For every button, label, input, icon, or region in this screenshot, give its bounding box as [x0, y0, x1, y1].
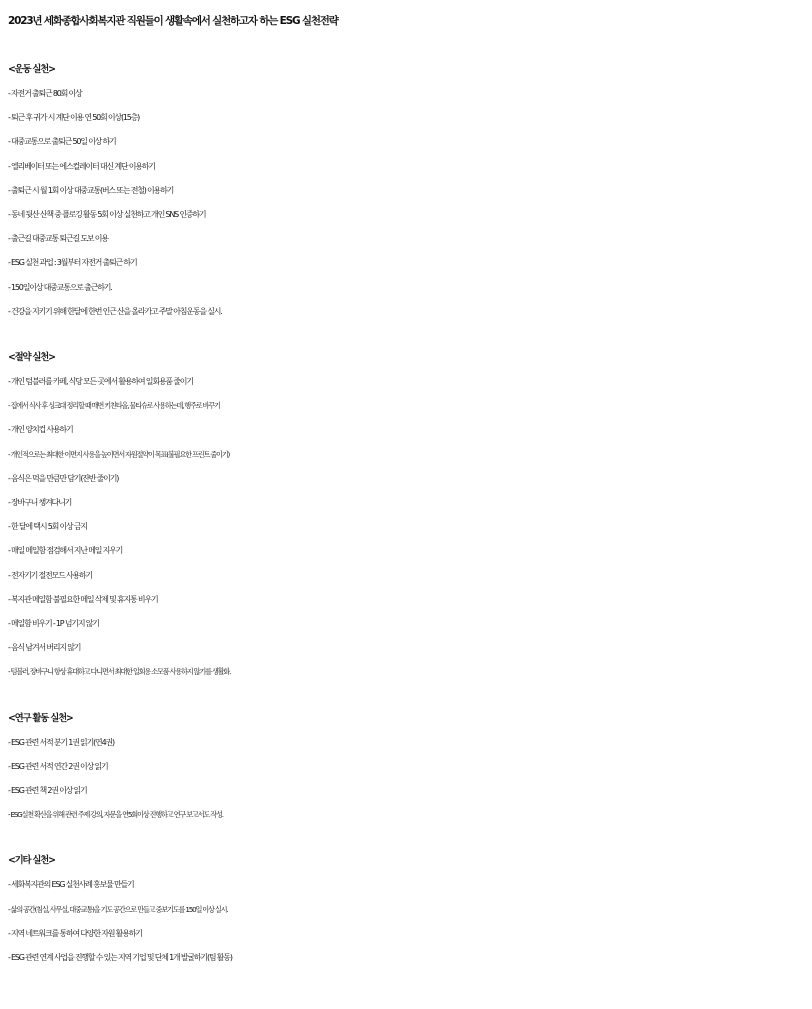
list-item: - ESG실천 확산을 위해 관련 주제 강의, 자문을 연5회이상 진행하고 연구 보고서도 작성. [8, 810, 223, 820]
list-item: - 한 달에 택시 5회 이상 금지 [8, 522, 87, 532]
list-item: - 개인적으로는 최대한 이면지 사용을 높이면서 자원절약이 목표(불필요한 프린트 줄이기) [8, 449, 230, 459]
list-item: - 대중교통으로 출퇴근 50일 이상 하기 [8, 137, 116, 147]
list-item: - 텀블러, 장바구니 항상 휴대하고 다니면서 최대한 일회용 소모품 사용하지 않기를 생활화. [8, 667, 231, 677]
list-item: - 음식 남겨서 버리지 않기 [8, 643, 81, 653]
section-heading: <운동 실천> [8, 64, 55, 75]
section-heading: <절약 실천> [8, 352, 55, 364]
item-list [8, 370, 806, 685]
list-item: - 출근길 대중교통 퇴근길 도보 이용 [8, 234, 108, 244]
document-title: 2023년 세화종합사회복지관 직원들이 생활속에서 실천하고자 하는 ESG 실천전략 [8, 15, 338, 27]
list-item: - 퇴근 후 귀가 시 계단 이용 연 50회 이상(15층) [8, 113, 140, 123]
list-item: - 음식은 먹을 만큼만 담기(잔반 줄이기) [8, 473, 119, 483]
item-list [8, 731, 806, 828]
list-item: - 메일함 비우기 - 1P 넘기지 않기 [8, 619, 99, 629]
list-item: - 건강을 지키기 위해 한달에 한번 인근 산을 올라가고 주말 아침운동을 실시. [8, 306, 222, 316]
document [8, 6, 806, 970]
section-heading: <기타 실천> [8, 855, 55, 867]
list-item: - 전자기기 절전모드 사용하기 [8, 570, 93, 580]
section-other [8, 849, 806, 970]
list-item: - 세화복지관의 ESG 실천사례 홍보물 만들기 [8, 880, 134, 890]
list-item: - 지역 네트워크를 통하여 다양한 자원 활용하기 [8, 928, 142, 938]
list-item: - 장바구니 챙겨다니기 [8, 498, 72, 508]
list-item: - 개인 양치컵 사용하기 [8, 425, 73, 435]
item-list [8, 82, 806, 324]
list-item: - ESG 관련 연계 사업을 진행할 수 있는 지역 기업 및 단체 1개 발굴하기(팀 활동) [8, 953, 232, 963]
list-item: - 삶의 공간(침실, 사무실, 대중교통)을 기도 공간으로 만들고 중보기도를 150일 이상 실시. [8, 904, 228, 914]
list-item: - ESG 관련 서적 연간 2권 이상 읽기 [8, 761, 108, 771]
list-item: - ESG 실천 과업 : 3월부터 자전거 출퇴근 하기 [8, 258, 137, 268]
list-item: - 복지관 메일함 불필요한 메일 삭제 및 휴지통 비우기 [8, 594, 158, 604]
list-item: - 자전거 출퇴근 80회 이상 [8, 89, 82, 98]
section-exercise [8, 58, 806, 324]
list-item: - 출퇴근 시 월 1회 이상 대중교통(버스 또는 전철) 이용하기 [8, 185, 174, 195]
section-heading: <연구 활동 실천> [8, 712, 73, 724]
list-item: - 엘리베이터 또는 에스컬레이터 대신 계단 이용하기 [8, 161, 155, 171]
section-saving [8, 346, 806, 685]
list-item: - ESG 관련 서적 분기 1권 읽기(연4권) [8, 737, 114, 747]
item-list [8, 873, 806, 970]
section-research [8, 707, 806, 828]
list-item: - 150일이상 대중교통으로 출근하기. [8, 282, 112, 292]
list-item: - 집에서 식사 후 싱크대 정리할 때 매번 키친타올, 물티슈로 사용하는데, 행주로 바꾸기 [8, 401, 220, 411]
list-item: - 개인 텀블러를 카페, 식당 모든 곳에서 활용하여 일회용품 줄이기 [8, 377, 193, 387]
list-item: - 동네 뒷산 산책 중 플로깅 활동 5회 이상 실천하고 개인 SNS 인증하기 [8, 210, 206, 220]
list-item: - ESG 관련 책 2권 이상 읽기 [8, 786, 87, 796]
list-item: - 매일 메일함 점검해서 지난 메일 지우기 [8, 546, 123, 556]
